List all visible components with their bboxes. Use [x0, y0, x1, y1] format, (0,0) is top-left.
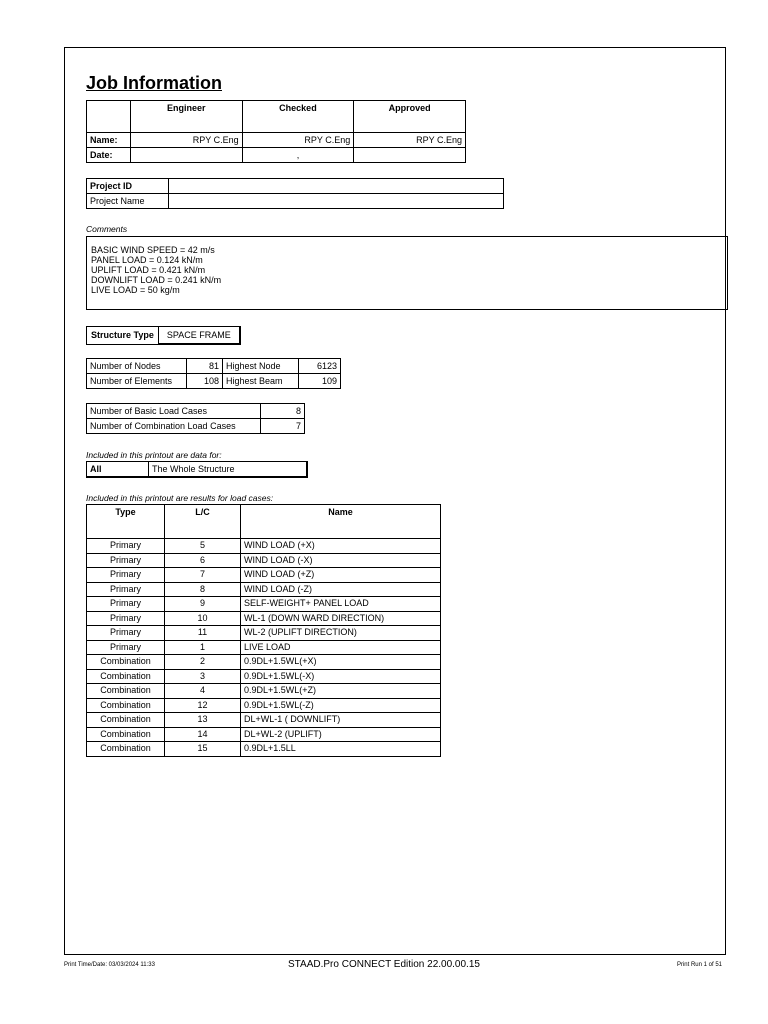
lc-type-cell: Primary: [87, 582, 165, 597]
footer-print-run: Print Run 1 of 51: [676, 962, 722, 968]
lc-header-lc: L/C: [165, 505, 241, 539]
table-row: [87, 684, 441, 699]
header-engineer: Engineer: [130, 101, 242, 133]
job-table-corner: [87, 101, 131, 133]
comments-label: Comments: [86, 224, 128, 234]
lc-name-cell: 0.9DL+1.5LL: [241, 742, 441, 757]
table-row: [87, 727, 441, 742]
load-case-results-table: [86, 504, 441, 757]
basic-load-cases-value: 8: [261, 404, 305, 419]
lc-number-cell: 11: [165, 626, 241, 641]
table-row: [87, 655, 441, 670]
lc-number-cell: 10: [165, 611, 241, 626]
comment-line: PANEL LOAD = 0.124 kN/m: [91, 255, 203, 265]
lc-type-cell: Combination: [87, 669, 165, 684]
lc-number-cell: 14: [165, 727, 241, 742]
page-title: Job Information: [86, 73, 222, 93]
lc-number-cell: 4: [165, 684, 241, 699]
lc-number-cell: 1: [165, 640, 241, 655]
lc-name-cell: DL+WL-1 ( DOWNLIFT): [241, 713, 441, 728]
lc-number-cell: 13: [165, 713, 241, 728]
project-table: [86, 178, 504, 209]
lc-name-cell: DL+WL-2 (UPLIFT): [241, 727, 441, 742]
table-row: [87, 669, 441, 684]
lc-type-cell: Combination: [87, 727, 165, 742]
lc-name-cell: 0.9DL+1.5WL(+Z): [241, 684, 441, 699]
comment-line: DOWNLIFT LOAD = 0.241 kN/m: [91, 275, 222, 285]
comments-box: [86, 236, 728, 310]
comment-line: BASIC WIND SPEED = 42 m/s: [91, 245, 215, 255]
lc-name-cell: WL-1 (DOWN WARD DIRECTION): [241, 611, 441, 626]
lc-type-cell: Combination: [87, 698, 165, 713]
footer-product: STAAD.Pro CONNECT Edition 22.00.00.15: [288, 959, 480, 970]
highest-node-value: 6123: [299, 359, 341, 374]
lc-name-cell: WIND LOAD (+X): [241, 539, 441, 554]
comment-line: LIVE LOAD = 50 kg/m: [91, 285, 180, 295]
lc-name-cell: WIND LOAD (-X): [241, 553, 441, 568]
table-row: [87, 597, 441, 612]
job-info-table: [86, 100, 466, 163]
date-label: Date:: [87, 148, 131, 163]
checked-date: ,: [242, 148, 354, 163]
table-row: [87, 742, 441, 757]
lc-header-type: Type: [87, 505, 165, 539]
basic-load-cases-label: Number of Basic Load Cases: [87, 404, 261, 419]
nodes-value: 81: [187, 359, 223, 374]
lc-type-cell: Primary: [87, 539, 165, 554]
engineer-date: [130, 148, 242, 163]
lc-number-cell: 5: [165, 539, 241, 554]
table-row: [87, 626, 441, 641]
lc-number-cell: 8: [165, 582, 241, 597]
lc-name-cell: SELF-WEIGHT+ PANEL LOAD: [241, 597, 441, 612]
engineer-name: RPY C.Eng: [130, 133, 242, 148]
lc-number-cell: 7: [165, 568, 241, 583]
footer-print-time: Print Time/Date: 03/03/2024 11:33: [64, 962, 155, 968]
lc-type-cell: Primary: [87, 611, 165, 626]
lc-type-cell: Combination: [87, 742, 165, 757]
lc-name-cell: 0.9DL+1.5WL(+X): [241, 655, 441, 670]
checked-name: RPY C.Eng: [242, 133, 354, 148]
table-row: [87, 539, 441, 554]
approved-name: RPY C.Eng: [354, 133, 466, 148]
included-results-caption: Included in this printout are results for load cases:: [86, 493, 274, 503]
nodes-label: Number of Nodes: [87, 359, 187, 374]
combo-load-cases-value: 7: [261, 419, 305, 434]
counts-table: [86, 358, 341, 389]
approved-date: [354, 148, 466, 163]
table-row: [87, 640, 441, 655]
lc-type-cell: Combination: [87, 684, 165, 699]
load-case-counts-table: [86, 403, 305, 434]
project-id-label: Project ID: [87, 179, 169, 194]
lc-type-cell: Combination: [87, 655, 165, 670]
name-label: Name:: [87, 133, 131, 148]
combo-load-cases-label: Number of Combination Load Cases: [87, 419, 261, 434]
included-data-value: The Whole Structure: [149, 462, 307, 478]
lc-name-cell: WIND LOAD (+Z): [241, 568, 441, 583]
table-row: [87, 698, 441, 713]
table-row: [87, 713, 441, 728]
table-row: [87, 553, 441, 568]
highest-beam-value: 109: [299, 374, 341, 389]
highest-beam-label: Highest Beam: [223, 374, 299, 389]
table-row: [87, 568, 441, 583]
table-row: [87, 582, 441, 597]
lc-type-cell: Combination: [87, 713, 165, 728]
lc-number-cell: 15: [165, 742, 241, 757]
lc-name-cell: LIVE LOAD: [241, 640, 441, 655]
lc-table-body: [87, 539, 441, 757]
lc-number-cell: 2: [165, 655, 241, 670]
lc-number-cell: 3: [165, 669, 241, 684]
lc-name-cell: 0.9DL+1.5WL(-Z): [241, 698, 441, 713]
lc-number-cell: 12: [165, 698, 241, 713]
lc-type-cell: Primary: [87, 626, 165, 641]
comment-line: UPLIFT LOAD = 0.421 kN/m: [91, 265, 206, 275]
structure-type-table: [86, 326, 241, 345]
lc-header-name: Name: [241, 505, 441, 539]
lc-type-cell: Primary: [87, 568, 165, 583]
elements-value: 108: [187, 374, 223, 389]
project-name-value: [168, 194, 503, 209]
lc-number-cell: 9: [165, 597, 241, 612]
structure-type-value: SPACE FRAME: [158, 327, 239, 345]
structure-type-label: Structure Type: [87, 327, 159, 345]
project-id-value: [168, 179, 503, 194]
lc-name-cell: WIND LOAD (-Z): [241, 582, 441, 597]
table-row: [87, 611, 441, 626]
lc-type-cell: Primary: [87, 553, 165, 568]
highest-node-label: Highest Node: [223, 359, 299, 374]
project-name-label: Project Name: [87, 194, 169, 209]
header-checked: Checked: [242, 101, 354, 133]
lc-number-cell: 6: [165, 553, 241, 568]
included-data-caption: Included in this printout are data for:: [86, 450, 222, 460]
lc-type-cell: Primary: [87, 597, 165, 612]
lc-name-cell: WL-2 (UPLIFT DIRECTION): [241, 626, 441, 641]
elements-label: Number of Elements: [87, 374, 187, 389]
included-data-table: [86, 461, 308, 478]
header-approved: Approved: [354, 101, 466, 133]
lc-name-cell: 0.9DL+1.5WL(-X): [241, 669, 441, 684]
included-data-key: All: [87, 462, 149, 478]
lc-type-cell: Primary: [87, 640, 165, 655]
